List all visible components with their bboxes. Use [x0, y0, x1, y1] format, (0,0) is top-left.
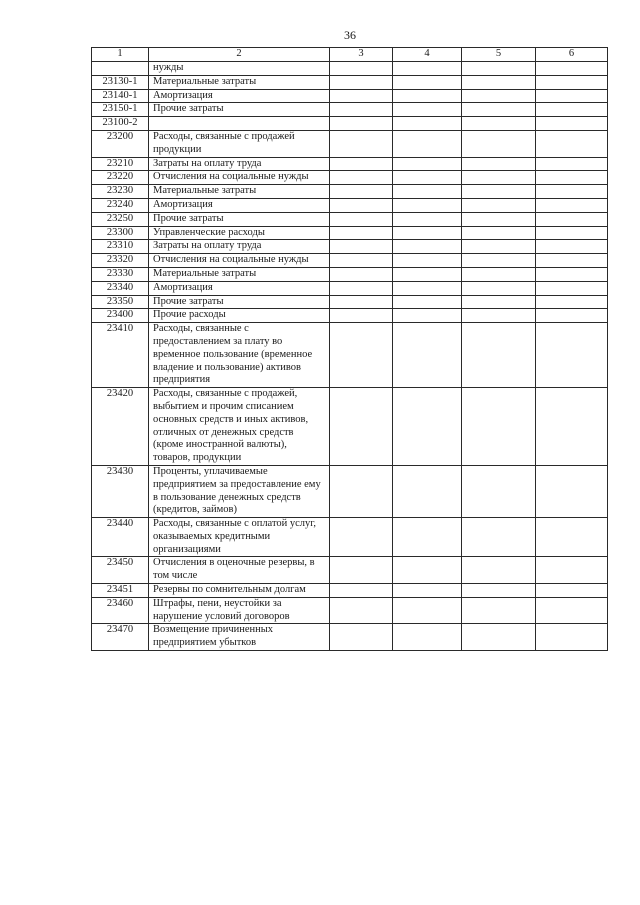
row-description: Управленческие расходы — [149, 226, 330, 240]
value-cell-col4 — [393, 295, 462, 309]
row-description: нужды — [149, 62, 330, 76]
value-cell-col5 — [462, 584, 536, 598]
value-cell-col5 — [462, 103, 536, 117]
value-cell-col6 — [536, 75, 608, 89]
value-cell-col5 — [462, 557, 536, 584]
value-cell-col4 — [393, 157, 462, 171]
column-header: 6 — [536, 48, 608, 62]
value-cell-col4 — [393, 103, 462, 117]
table-row — [92, 130, 608, 157]
value-cell-col6 — [536, 130, 608, 157]
row-code: 23220 — [92, 171, 149, 185]
value-cell-col6 — [536, 295, 608, 309]
row-code: 23450 — [92, 557, 149, 584]
value-cell-col6 — [536, 185, 608, 199]
table-row — [92, 295, 608, 309]
value-cell-col3 — [330, 295, 393, 309]
value-cell-col6 — [536, 212, 608, 226]
value-cell-col5 — [462, 388, 536, 466]
row-code: 23130-1 — [92, 75, 149, 89]
value-cell-col5 — [462, 281, 536, 295]
table-row — [92, 624, 608, 651]
row-code — [92, 62, 149, 76]
row-description: Отчисления на социальные нужды — [149, 254, 330, 268]
page-number: 36 — [344, 28, 356, 42]
row-description: Отчисления в оценочные резервы, в том числе — [149, 557, 330, 584]
value-cell-col4 — [393, 240, 462, 254]
row-description: Затраты на оплату труда — [149, 240, 330, 254]
value-cell-col5 — [462, 240, 536, 254]
value-cell-col4 — [393, 117, 462, 131]
row-description: Расходы, связанные с оплатой услуг, оказываемых кредитными организациями — [149, 518, 330, 557]
row-code: 23210 — [92, 157, 149, 171]
value-cell-col4 — [393, 309, 462, 323]
report-body — [92, 62, 608, 651]
row-code: 23330 — [92, 267, 149, 281]
value-cell-col3 — [330, 62, 393, 76]
value-cell-col3 — [330, 185, 393, 199]
value-cell-col5 — [462, 117, 536, 131]
value-cell-col3 — [330, 388, 393, 466]
table-row — [92, 240, 608, 254]
row-description: Материальные затраты — [149, 75, 330, 89]
value-cell-col4 — [393, 171, 462, 185]
value-cell-col4 — [393, 254, 462, 268]
value-cell-col5 — [462, 465, 536, 517]
value-cell-col6 — [536, 309, 608, 323]
row-description: Материальные затраты — [149, 185, 330, 199]
value-cell-col6 — [536, 624, 608, 651]
table-row — [92, 584, 608, 598]
table-header-row — [92, 48, 608, 62]
row-code: 23320 — [92, 254, 149, 268]
row-code: 23420 — [92, 388, 149, 466]
table-row — [92, 198, 608, 212]
row-code: 23140-1 — [92, 89, 149, 103]
value-cell-col3 — [330, 267, 393, 281]
column-header: 1 — [92, 48, 149, 62]
value-cell-col3 — [330, 309, 393, 323]
value-cell-col3 — [330, 597, 393, 624]
value-cell-col6 — [536, 157, 608, 171]
value-cell-col6 — [536, 171, 608, 185]
value-cell-col4 — [393, 267, 462, 281]
row-code: 23340 — [92, 281, 149, 295]
value-cell-col5 — [462, 89, 536, 103]
value-cell-col6 — [536, 597, 608, 624]
value-cell-col5 — [462, 518, 536, 557]
value-cell-col4 — [393, 584, 462, 598]
column-header: 3 — [330, 48, 393, 62]
value-cell-col3 — [330, 198, 393, 212]
value-cell-col4 — [393, 281, 462, 295]
table-row — [92, 75, 608, 89]
value-cell-col4 — [393, 198, 462, 212]
row-code: 23440 — [92, 518, 149, 557]
value-cell-col5 — [462, 226, 536, 240]
row-code: 23451 — [92, 584, 149, 598]
row-description: Проценты, уплачиваемые предприятием за предоставление ему в пользование денежных средств (кредитов, займов) — [149, 465, 330, 517]
row-description: Прочие затраты — [149, 103, 330, 117]
value-cell-col3 — [330, 171, 393, 185]
row-code: 23410 — [92, 323, 149, 388]
row-description: Прочие затраты — [149, 212, 330, 226]
table-row — [92, 518, 608, 557]
row-description: Прочие расходы — [149, 309, 330, 323]
value-cell-col5 — [462, 171, 536, 185]
value-cell-col3 — [330, 226, 393, 240]
value-cell-col3 — [330, 103, 393, 117]
row-description: Амортизация — [149, 198, 330, 212]
value-cell-col5 — [462, 62, 536, 76]
value-cell-col5 — [462, 130, 536, 157]
value-cell-col4 — [393, 212, 462, 226]
row-description: Штрафы, пени, неустойки за нарушение условий договоров — [149, 597, 330, 624]
value-cell-col6 — [536, 557, 608, 584]
column-header: 5 — [462, 48, 536, 62]
value-cell-col5 — [462, 267, 536, 281]
row-code: 23400 — [92, 309, 149, 323]
table-row — [92, 557, 608, 584]
value-cell-col4 — [393, 597, 462, 624]
value-cell-col6 — [536, 62, 608, 76]
value-cell-col4 — [393, 518, 462, 557]
value-cell-col4 — [393, 388, 462, 466]
table-row — [92, 309, 608, 323]
row-code: 23200 — [92, 130, 149, 157]
value-cell-col6 — [536, 117, 608, 131]
row-description: Расходы, связанные с продажей, выбытием и прочим списанием основных средств и иных активов, отличных от денежных средств (кроме иностранной валюты), товаров, продукции — [149, 388, 330, 466]
value-cell-col6 — [536, 198, 608, 212]
value-cell-col3 — [330, 157, 393, 171]
value-cell-col5 — [462, 597, 536, 624]
value-cell-col3 — [330, 75, 393, 89]
value-cell-col4 — [393, 323, 462, 388]
table-row — [92, 281, 608, 295]
report-table — [91, 47, 608, 651]
value-cell-col5 — [462, 254, 536, 268]
table-row — [92, 226, 608, 240]
value-cell-col6 — [536, 267, 608, 281]
value-cell-col6 — [536, 103, 608, 117]
value-cell-col3 — [330, 323, 393, 388]
row-code: 23240 — [92, 198, 149, 212]
row-code: 23230 — [92, 185, 149, 199]
value-cell-col4 — [393, 226, 462, 240]
value-cell-col6 — [536, 388, 608, 466]
value-cell-col4 — [393, 75, 462, 89]
table-row — [92, 267, 608, 281]
value-cell-col3 — [330, 557, 393, 584]
row-code: 23350 — [92, 295, 149, 309]
value-cell-col5 — [462, 323, 536, 388]
table-row — [92, 89, 608, 103]
table-row — [92, 597, 608, 624]
value-cell-col4 — [393, 557, 462, 584]
value-cell-col4 — [393, 624, 462, 651]
value-cell-col6 — [536, 518, 608, 557]
value-cell-col3 — [330, 465, 393, 517]
row-description: Затраты на оплату труда — [149, 157, 330, 171]
row-description — [149, 117, 330, 131]
table-row — [92, 117, 608, 131]
value-cell-col6 — [536, 254, 608, 268]
row-description: Прочие затраты — [149, 295, 330, 309]
table-row — [92, 465, 608, 517]
value-cell-col5 — [462, 198, 536, 212]
table-row — [92, 185, 608, 199]
column-header: 2 — [149, 48, 330, 62]
value-cell-col3 — [330, 89, 393, 103]
row-code: 23300 — [92, 226, 149, 240]
table-row — [92, 157, 608, 171]
value-cell-col3 — [330, 254, 393, 268]
row-description: Материальные затраты — [149, 267, 330, 281]
value-cell-col3 — [330, 212, 393, 226]
value-cell-col5 — [462, 157, 536, 171]
row-code: 23250 — [92, 212, 149, 226]
row-description: Отчисления на социальные нужды — [149, 171, 330, 185]
row-description: Амортизация — [149, 281, 330, 295]
table-row — [92, 103, 608, 117]
value-cell-col3 — [330, 281, 393, 295]
row-code: 23310 — [92, 240, 149, 254]
row-description: Расходы, связанные с предоставлением за плату во временное пользование (временное владение и пользование) активов предприятия — [149, 323, 330, 388]
value-cell-col4 — [393, 62, 462, 76]
table-row — [92, 323, 608, 388]
row-description: Возмещение причиненных предприятием убытков — [149, 624, 330, 651]
value-cell-col5 — [462, 309, 536, 323]
table-row — [92, 171, 608, 185]
row-code: 23100-2 — [92, 117, 149, 131]
value-cell-col4 — [393, 89, 462, 103]
row-code: 23150-1 — [92, 103, 149, 117]
row-code: 23460 — [92, 597, 149, 624]
column-header: 4 — [393, 48, 462, 62]
value-cell-col5 — [462, 212, 536, 226]
table-row — [92, 212, 608, 226]
value-cell-col6 — [536, 240, 608, 254]
value-cell-col6 — [536, 323, 608, 388]
value-cell-col6 — [536, 465, 608, 517]
value-cell-col3 — [330, 624, 393, 651]
value-cell-col6 — [536, 281, 608, 295]
row-code: 23430 — [92, 465, 149, 517]
table-row — [92, 62, 608, 76]
value-cell-col3 — [330, 117, 393, 131]
value-cell-col3 — [330, 130, 393, 157]
table-row — [92, 254, 608, 268]
value-cell-col3 — [330, 584, 393, 598]
value-cell-col3 — [330, 240, 393, 254]
value-cell-col5 — [462, 624, 536, 651]
row-code: 23470 — [92, 624, 149, 651]
value-cell-col4 — [393, 130, 462, 157]
value-cell-col4 — [393, 465, 462, 517]
value-cell-col4 — [393, 185, 462, 199]
value-cell-col3 — [330, 518, 393, 557]
value-cell-col5 — [462, 295, 536, 309]
value-cell-col6 — [536, 584, 608, 598]
row-description: Расходы, связанные с продажей продукции — [149, 130, 330, 157]
value-cell-col6 — [536, 89, 608, 103]
row-description: Амортизация — [149, 89, 330, 103]
table-row — [92, 388, 608, 466]
row-description: Резервы по сомнительным долгам — [149, 584, 330, 598]
value-cell-col5 — [462, 185, 536, 199]
value-cell-col6 — [536, 226, 608, 240]
value-cell-col5 — [462, 75, 536, 89]
